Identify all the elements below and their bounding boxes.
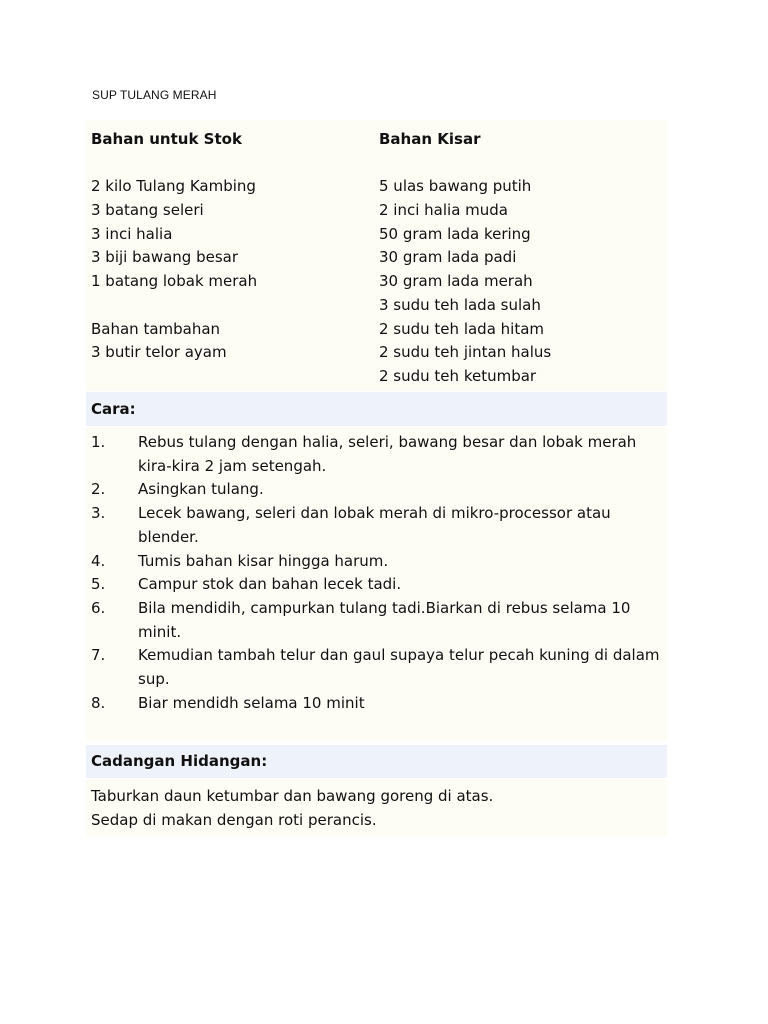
step-number: 6. <box>91 598 106 617</box>
step-number: 1. <box>91 433 106 451</box>
stock-ingredients-column <box>91 128 371 365</box>
stock-heading: Bahan untuk Stok <box>91 130 242 148</box>
method-step <box>91 502 663 549</box>
method-section <box>86 427 667 741</box>
serving-line: Sedap di makan dengan roti perancis. <box>91 810 377 829</box>
step-text: Kemudian tambah telur dan gaul supaya telur pecah kuning di dalam sup. <box>138 646 660 689</box>
step-number: 4. <box>91 551 106 570</box>
step-number: 7. <box>91 646 106 665</box>
step-text: Campur stok dan bahan lecek tadi. <box>138 575 402 594</box>
method-step <box>91 692 663 716</box>
stock-item: 3 inci halia <box>91 224 173 243</box>
step-text: Asingkan tulang. <box>138 480 264 499</box>
blend-item: 50 gram lada kering <box>379 224 531 243</box>
blend-item: 5 ulas bawang putih <box>379 177 532 196</box>
blend-item: 30 gram lada merah <box>379 272 533 291</box>
serving-heading: Cadangan Hidangan: <box>86 745 667 778</box>
ingredients-section <box>86 120 667 391</box>
extra-heading: Bahan tambahan <box>91 319 221 338</box>
blend-item: 2 sudu teh ketumbar <box>379 366 537 385</box>
stock-item: 1 batang lobak merah <box>91 272 258 291</box>
step-text: Tumis bahan kisar hingga harum. <box>138 551 389 570</box>
stock-item: 3 batang seleri <box>91 201 204 220</box>
blend-item: 3 sudu teh lada sulah <box>379 295 541 314</box>
method-steps-list <box>91 431 663 715</box>
method-heading: Cara: <box>86 392 667 426</box>
step-number: 2. <box>91 480 106 499</box>
step-number: 8. <box>91 693 106 712</box>
method-step <box>91 644 663 691</box>
step-number: 5. <box>91 575 106 594</box>
blend-item: 2 sudu teh lada hitam <box>379 319 545 338</box>
step-text: Rebus tulang dengan halia, seleri, bawang besar dan lobak merah kira-kira 2 jam setengah. <box>138 433 637 475</box>
blend-heading: Bahan Kisar <box>379 130 481 148</box>
recipe-title: SUP TULANG MERAH <box>92 88 217 102</box>
step-text: Lecek bawang, seleri dan lobak merah di mikro-processor atau blender. <box>138 504 611 546</box>
method-step <box>91 478 663 502</box>
step-text: Biar mendidh selama 10 minit <box>138 693 365 712</box>
serving-section <box>86 779 667 837</box>
blend-item: 2 inci halia muda <box>379 201 508 220</box>
blend-item: 2 sudu teh jintan halus <box>379 343 552 362</box>
step-text: Bila mendidih, campurkan tulang tadi.Biarkan di rebus selama 10 minit. <box>138 598 631 641</box>
stock-item: 3 biji bawang besar <box>91 248 238 267</box>
serving-line: Taburkan daun ketumbar dan bawang goreng di atas. <box>91 787 494 805</box>
blend-item: 30 gram lada padi <box>379 248 517 267</box>
step-number: 3. <box>91 504 106 523</box>
method-step <box>91 597 663 644</box>
method-step <box>91 573 663 597</box>
stock-item: 2 kilo Tulang Kambing <box>91 177 256 196</box>
method-step <box>91 431 663 478</box>
blend-ingredients-column <box>379 128 664 389</box>
method-step <box>91 550 663 574</box>
extra-item: 3 butir telor ayam <box>91 343 227 362</box>
